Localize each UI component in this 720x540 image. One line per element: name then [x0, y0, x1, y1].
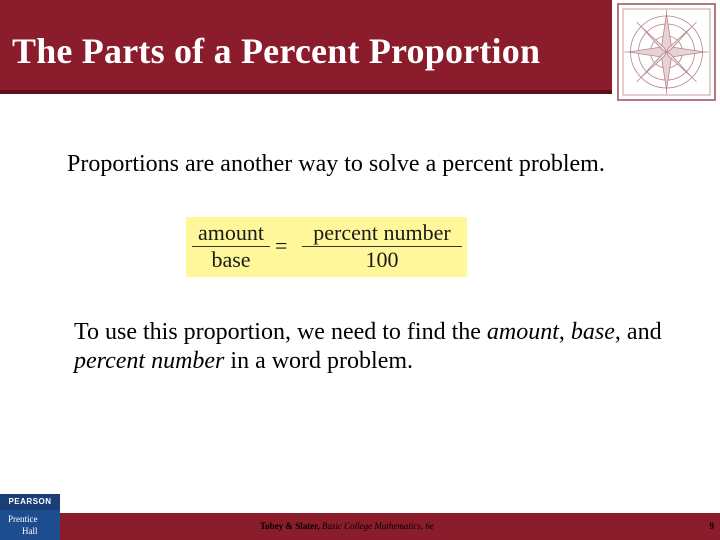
right-fraction [302, 221, 462, 272]
text-span: , [558, 319, 571, 345]
logo-pearson-text: PEARSON [0, 494, 60, 510]
right-numerator: percent number [313, 220, 451, 245]
page-number: 9 [709, 521, 714, 531]
text-span: To use this proportion, we need to find the [74, 319, 487, 345]
intro-paragraph: Proportions are another way to solve a percent problem. [67, 151, 605, 177]
term-amount: amount [486, 319, 559, 345]
term-base: base [570, 319, 615, 345]
footer-citation [260, 521, 434, 531]
explanation-paragraph [74, 318, 674, 376]
text-span: , and [614, 319, 662, 345]
title-banner [0, 0, 612, 94]
percent-proportion-formula [186, 217, 467, 277]
footer-authors: Tobey & Slater, [260, 521, 322, 531]
footer-bar [60, 513, 720, 540]
text-span: in a word problem. [224, 348, 414, 374]
left-numerator: amount [198, 220, 264, 245]
compass-rose-icon [619, 5, 714, 99]
left-fraction [192, 221, 270, 272]
right-denominator: 100 [365, 247, 399, 272]
pearson-prentice-hall-logo [0, 494, 60, 540]
logo-hall-text: Hall [22, 526, 38, 536]
term-percent-number: percent number [74, 348, 225, 374]
left-denominator: base [211, 247, 251, 272]
logo-prentice-text: Prentice [8, 514, 38, 524]
emblem-box [612, 0, 720, 104]
footer-book-title: Basic College Mathematics, 6e [321, 521, 434, 531]
slide-title: The Parts of a Percent Proportion [12, 31, 541, 71]
compass-emblem [617, 3, 716, 101]
equals-sign: = [275, 233, 288, 258]
